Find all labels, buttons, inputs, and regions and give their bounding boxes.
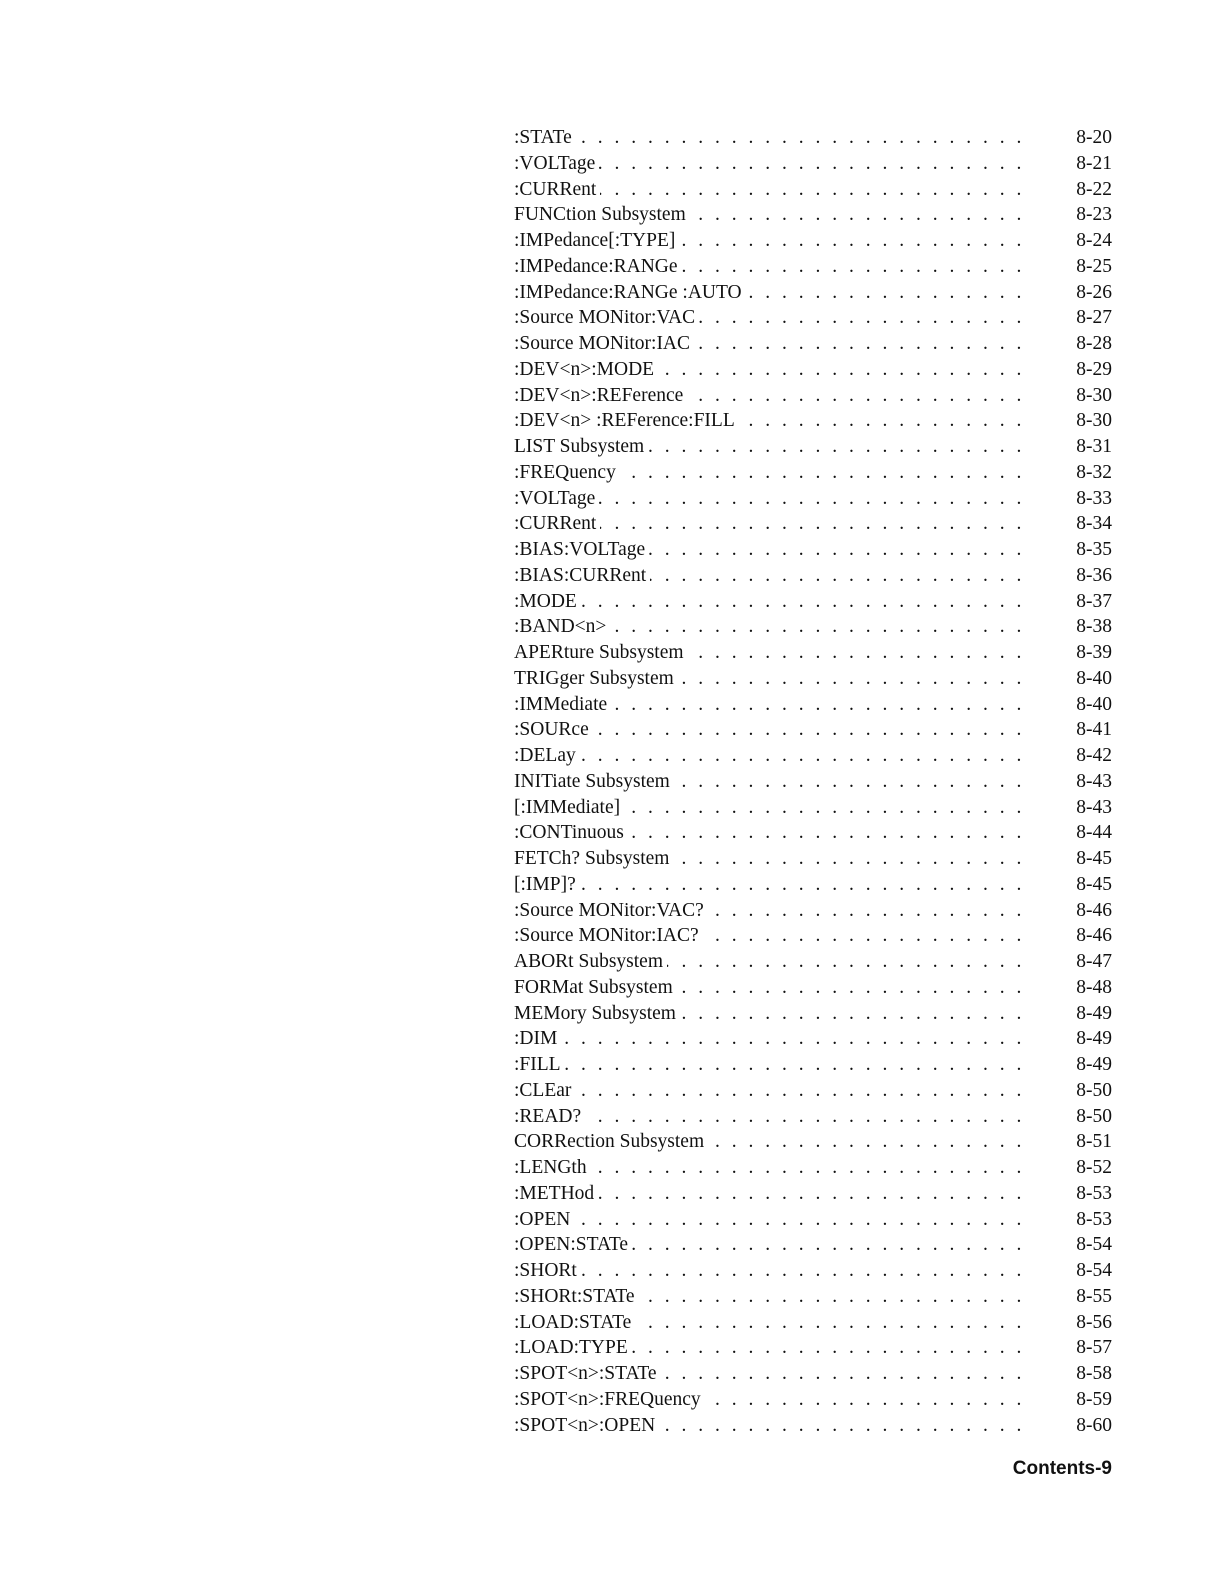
toc-entry-title: FORMat Subsystem	[514, 975, 677, 1001]
toc-entry	[514, 614, 1112, 640]
toc-entry	[514, 1181, 1112, 1207]
toc-entry-page: 8-39	[1076, 640, 1112, 666]
toc-entry-page: 8-58	[1076, 1361, 1112, 1387]
toc-entry-page: 8-30	[1076, 383, 1112, 409]
toc-entry-page: 8-21	[1076, 151, 1112, 177]
toc-entry-title: :FILL	[514, 1052, 565, 1078]
page-footer-label: Contents-9	[1012, 1458, 1112, 1479]
toc-entry-title: :MODE	[514, 589, 581, 615]
toc-entry-page: 8-38	[1076, 614, 1112, 640]
toc-entry	[514, 1335, 1112, 1361]
toc-entry-page: 8-53	[1076, 1207, 1112, 1233]
toc-entry-page: 8-36	[1076, 563, 1112, 589]
toc-entry	[514, 280, 1112, 306]
toc-entry	[514, 177, 1112, 203]
toc-entry	[514, 357, 1112, 383]
toc-entry	[514, 872, 1112, 898]
toc-entry	[514, 460, 1112, 486]
toc-entry	[514, 1361, 1112, 1387]
toc-entry-page: 8-53	[1076, 1181, 1112, 1207]
toc-entry-page: 8-45	[1076, 846, 1112, 872]
toc-entry-page: 8-28	[1076, 331, 1112, 357]
toc-entry-title: [:IMP]?	[514, 872, 580, 898]
toc-entry-page: 8-29	[1076, 357, 1112, 383]
toc-entry-page: 8-35	[1076, 537, 1112, 563]
toc-entry	[514, 563, 1112, 589]
toc-entry-title: :FREQuency	[514, 460, 620, 486]
toc-entry	[514, 254, 1112, 280]
dot-leader	[514, 1026, 1024, 1052]
toc-entry-page: 8-20	[1076, 125, 1112, 151]
toc-entry	[514, 305, 1112, 331]
toc-entry-title: INITiate Subsystem	[514, 769, 674, 795]
toc-entry-page: 8-52	[1076, 1155, 1112, 1181]
toc-entry	[514, 743, 1112, 769]
dot-leader	[514, 872, 1024, 898]
toc-entry-title: :SOURce	[514, 717, 593, 743]
toc-entry-page: 8-40	[1076, 666, 1112, 692]
toc-entry-title: ABORt Subsystem	[514, 949, 667, 975]
toc-entry-title: :DIM	[514, 1026, 561, 1052]
toc-entry-title: :IMPedance:RANGe	[514, 254, 682, 280]
toc-entry-page: 8-31	[1076, 434, 1112, 460]
toc-entry-page: 8-49	[1076, 1026, 1112, 1052]
toc-entry	[514, 511, 1112, 537]
toc-entry	[514, 640, 1112, 666]
toc-entry-page: 8-47	[1076, 949, 1112, 975]
toc-entry	[514, 820, 1112, 846]
toc-entry-title: :METHod	[514, 1181, 598, 1207]
toc-entry-title: CORRection Subsystem	[514, 1129, 708, 1155]
toc-entry	[514, 949, 1112, 975]
toc-entry-title: :VOLTage	[514, 486, 599, 512]
toc-entry-page: 8-60	[1076, 1413, 1112, 1439]
toc-entry-title: :SPOT<n>:OPEN	[514, 1413, 659, 1439]
toc-entry-title: :STATe	[514, 125, 576, 151]
toc-entry	[514, 383, 1112, 409]
toc-entry-page: 8-43	[1076, 769, 1112, 795]
toc-entry-title: LIST Subsystem	[514, 434, 648, 460]
toc-entry-title: :SHORt:STATe	[514, 1284, 639, 1310]
toc-entry	[514, 408, 1112, 434]
toc-entry-page: 8-40	[1076, 692, 1112, 718]
toc-entry-title: FETCh? Subsystem	[514, 846, 673, 872]
toc-entry	[514, 975, 1112, 1001]
toc-entry-title: MEMory Subsystem	[514, 1001, 680, 1027]
toc-entry-page: 8-30	[1076, 408, 1112, 434]
table-of-contents	[514, 125, 1112, 1438]
toc-entry-page: 8-32	[1076, 460, 1112, 486]
toc-entry-title: :READ?	[514, 1104, 585, 1130]
toc-entry	[514, 331, 1112, 357]
toc-entry-page: 8-44	[1076, 820, 1112, 846]
toc-entry-title: :CLEar	[514, 1078, 575, 1104]
toc-entry-page: 8-33	[1076, 486, 1112, 512]
toc-entry	[514, 1026, 1112, 1052]
toc-entry-title: :LENGth	[514, 1155, 591, 1181]
toc-entry	[514, 151, 1112, 177]
toc-entry-page: 8-49	[1076, 1001, 1112, 1027]
toc-entry	[514, 1413, 1112, 1439]
dot-leader	[514, 1258, 1024, 1284]
toc-entry	[514, 1207, 1112, 1233]
toc-entry-page: 8-24	[1076, 228, 1112, 254]
toc-entry-title: :IMMediate	[514, 692, 611, 718]
toc-entry	[514, 1052, 1112, 1078]
dot-leader	[514, 743, 1024, 769]
toc-entry	[514, 769, 1112, 795]
toc-entry	[514, 795, 1112, 821]
toc-entry-title: :BIAS:VOLTage	[514, 537, 649, 563]
dot-leader	[514, 125, 1024, 151]
toc-entry-title: :Source MONitor:IAC?	[514, 923, 703, 949]
toc-entry-title: :LOAD:TYPE	[514, 1335, 632, 1361]
toc-entry	[514, 486, 1112, 512]
toc-entry-title: :BAND<n>	[514, 614, 610, 640]
toc-entry-title: :OPEN:STATe	[514, 1232, 632, 1258]
toc-entry	[514, 1104, 1112, 1130]
toc-entry-title: :SPOT<n>:STATe	[514, 1361, 661, 1387]
toc-entry	[514, 1310, 1112, 1336]
toc-entry	[514, 1387, 1112, 1413]
toc-entry-title: :IMPedance:RANGe :AUTO	[514, 280, 746, 306]
toc-entry	[514, 923, 1112, 949]
toc-entry	[514, 125, 1112, 151]
toc-entry	[514, 1284, 1112, 1310]
toc-entry	[514, 1232, 1112, 1258]
toc-entry-page: 8-26	[1076, 280, 1112, 306]
toc-entry-page: 8-37	[1076, 589, 1112, 615]
dot-leader	[514, 1078, 1024, 1104]
toc-entry-page: 8-51	[1076, 1129, 1112, 1155]
toc-entry-title: :Source MONitor:VAC?	[514, 898, 708, 924]
toc-entry	[514, 1129, 1112, 1155]
toc-entry-title: :CURRent	[514, 511, 600, 537]
toc-entry-title: :OPEN	[514, 1207, 574, 1233]
dot-leader	[514, 1052, 1024, 1078]
toc-entry-title: APERture Subsystem	[514, 640, 688, 666]
toc-entry-title: :CONTinuous	[514, 820, 628, 846]
toc-entry	[514, 434, 1112, 460]
toc-entry-page: 8-41	[1076, 717, 1112, 743]
toc-entry	[514, 202, 1112, 228]
toc-entry-page: 8-54	[1076, 1258, 1112, 1284]
toc-entry	[514, 1258, 1112, 1284]
toc-entry	[514, 537, 1112, 563]
toc-entry-title: :DEV<n> :REFerence:FILL	[514, 408, 739, 434]
toc-entry-page: 8-45	[1076, 872, 1112, 898]
toc-entry-title: :DEV<n>:MODE	[514, 357, 658, 383]
toc-entry-title: TRIGger Subsystem	[514, 666, 678, 692]
toc-entry-page: 8-50	[1076, 1104, 1112, 1130]
dot-leader	[514, 589, 1024, 615]
toc-entry	[514, 898, 1112, 924]
toc-entry	[514, 846, 1112, 872]
toc-entry	[514, 228, 1112, 254]
toc-entry-page: 8-56	[1076, 1310, 1112, 1336]
toc-entry-page: 8-42	[1076, 743, 1112, 769]
toc-entry-page: 8-55	[1076, 1284, 1112, 1310]
toc-entry	[514, 717, 1112, 743]
toc-entry-page: 8-54	[1076, 1232, 1112, 1258]
toc-entry-page: 8-27	[1076, 305, 1112, 331]
dot-leader	[514, 1207, 1024, 1233]
toc-entry-page: 8-59	[1076, 1387, 1112, 1413]
toc-entry-title: :Source MONitor:VAC	[514, 305, 699, 331]
toc-entry-title: :DELay	[514, 743, 580, 769]
toc-entry-title: :BIAS:CURRent	[514, 563, 650, 589]
toc-entry-page: 8-23	[1076, 202, 1112, 228]
toc-entry	[514, 1155, 1112, 1181]
toc-entry-title: :IMPedance[:TYPE]	[514, 228, 679, 254]
dot-leader	[514, 1104, 1024, 1130]
toc-entry	[514, 1001, 1112, 1027]
toc-entry	[514, 666, 1112, 692]
toc-entry-title: [:IMMediate]	[514, 795, 624, 821]
toc-entry-page: 8-50	[1076, 1078, 1112, 1104]
toc-entry-title: :VOLTage	[514, 151, 599, 177]
toc-entry-page: 8-46	[1076, 898, 1112, 924]
toc-entry-page: 8-43	[1076, 795, 1112, 821]
toc-entry	[514, 589, 1112, 615]
toc-entry-page: 8-48	[1076, 975, 1112, 1001]
toc-entry-title: :SHORt	[514, 1258, 581, 1284]
toc-entry-title: :LOAD:STATe	[514, 1310, 635, 1336]
toc-entry-title: :CURRent	[514, 177, 600, 203]
toc-entry-title: :Source MONitor:IAC	[514, 331, 694, 357]
toc-entry-page: 8-22	[1076, 177, 1112, 203]
toc-entry-page: 8-25	[1076, 254, 1112, 280]
toc-entry	[514, 692, 1112, 718]
toc-entry	[514, 1078, 1112, 1104]
toc-entry-title: :DEV<n>:REFerence	[514, 383, 687, 409]
toc-entry-title: FUNCtion Subsystem	[514, 202, 690, 228]
toc-entry-page: 8-57	[1076, 1335, 1112, 1361]
toc-entry-page: 8-46	[1076, 923, 1112, 949]
toc-entry-title: :SPOT<n>:FREQuency	[514, 1387, 705, 1413]
toc-entry-page: 8-34	[1076, 511, 1112, 537]
toc-entry-page: 8-49	[1076, 1052, 1112, 1078]
